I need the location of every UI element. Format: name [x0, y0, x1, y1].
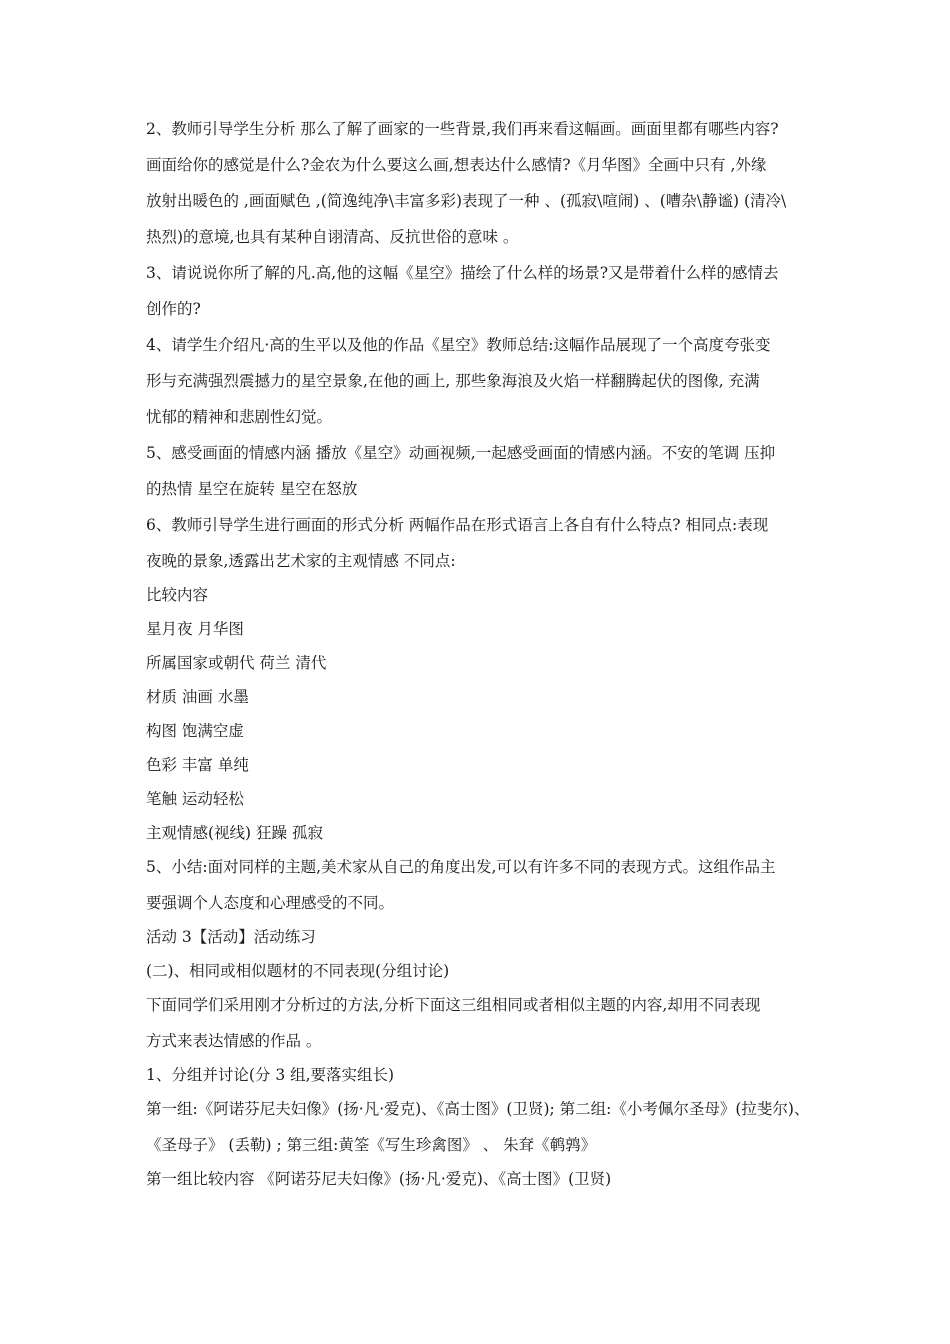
text-line: 2、教师引导学生分析 那么了解了画家的一些背景,我们再来看这幅画。画面里都有哪些内容? — [146, 120, 779, 138]
text-line: 4、请学生介绍凡·高的生平以及他的作品《星空》教师总结:这幅作品展现了一个高度夸张变 — [146, 336, 771, 354]
text-line: 要强调个人态度和心理感受的不同。 — [146, 894, 395, 912]
document-body — [146, 118, 814, 1190]
text-line: 主观情感(视线) 狂躁 孤寂 — [146, 824, 323, 842]
text-line: 1、分组并讨论(分 3 组,要落实组长) — [146, 1066, 395, 1084]
text-line: 6、教师引导学生进行画面的形式分析 两幅作品在形式语言上各自有什么特点? 相同点:表现 — [146, 516, 769, 534]
text-line: 第一组:《阿诺芬尼夫妇像》(扬·凡·爱克)、《高士图》(卫贤); 第二组:《小考佩尔圣母》(拉斐尔)、 — [146, 1100, 810, 1118]
text-line: 笔触 运动轻松 — [146, 790, 244, 808]
text-line: 的热情 星空在旋转 星空在怒放 — [146, 480, 358, 498]
text-line: 夜晚的景象,透露出艺术家的主观情感 不同点: — [146, 552, 456, 570]
text-line: 活动 3【活动】活动练习 — [146, 928, 316, 946]
text-line: 忧郁的精神和悲剧性幻觉。 — [146, 408, 333, 426]
text-line: 3、请说说你所了解的凡.高,他的这幅《星空》描绘了什么样的场景?又是带着什么样的感情去 — [146, 264, 779, 282]
text-line: 比较内容 — [146, 586, 209, 604]
text-line: 放射出暖色的 ,画面赋色 ,(简逸纯净\丰富多彩)表现了一种 、(孤寂\喧闹) 、(嘈杂\静谧) (清冷\ — [146, 192, 787, 210]
text-line: 形与充满强烈震撼力的星空景象,在他的画上, 那些象海浪及火焰一样翻腾起伏的图像, 充满 — [146, 372, 760, 390]
text-line: 方式来表达情感的作品 。 — [146, 1032, 322, 1050]
text-line: 色彩 丰富 单纯 — [146, 756, 249, 774]
text-line: 星月夜 月华图 — [146, 620, 244, 638]
text-line: 5、感受画面的情感内涵 播放《星空》动画视频,一起感受画面的情感内涵。不安的笔调 压抑 — [146, 444, 776, 462]
text-line: 下面同学们采用刚才分析过的方法,分析下面这三组相同或者相似主题的内容,却用不同表现 — [146, 996, 761, 1014]
text-line: 热烈)的意境,也具有某种自诩清高、反抗世俗的意味 。 — [146, 228, 519, 246]
text-line: 画面给你的感觉是什么?金农为什么要这么画,想表达什么感情?《月华图》全画中只有 ,外缘 — [146, 156, 767, 174]
text-line: 所属国家或朝代 荷兰 清代 — [146, 654, 327, 672]
text-line: 第一组比较内容 《阿诺芬尼夫妇像》(扬·凡·爱克)、《高士图》(卫贤) — [146, 1170, 612, 1188]
text-line: 《圣母子》 (丢勒) ; 第三组:黄筌《写生珍禽图》 、 朱耷《鹌鹑》 — [146, 1136, 597, 1154]
text-line: 5、小结:面对同样的主题,美术家从自己的角度出发,可以有许多不同的表现方式。这组作品主 — [146, 858, 776, 876]
text-line: 构图 饱满空虚 — [146, 722, 244, 740]
text-line: (二)、相同或相似题材的不同表现(分组讨论) — [146, 962, 450, 980]
text-line: 材质 油画 水墨 — [146, 688, 249, 706]
text-line: 创作的? — [146, 300, 201, 318]
